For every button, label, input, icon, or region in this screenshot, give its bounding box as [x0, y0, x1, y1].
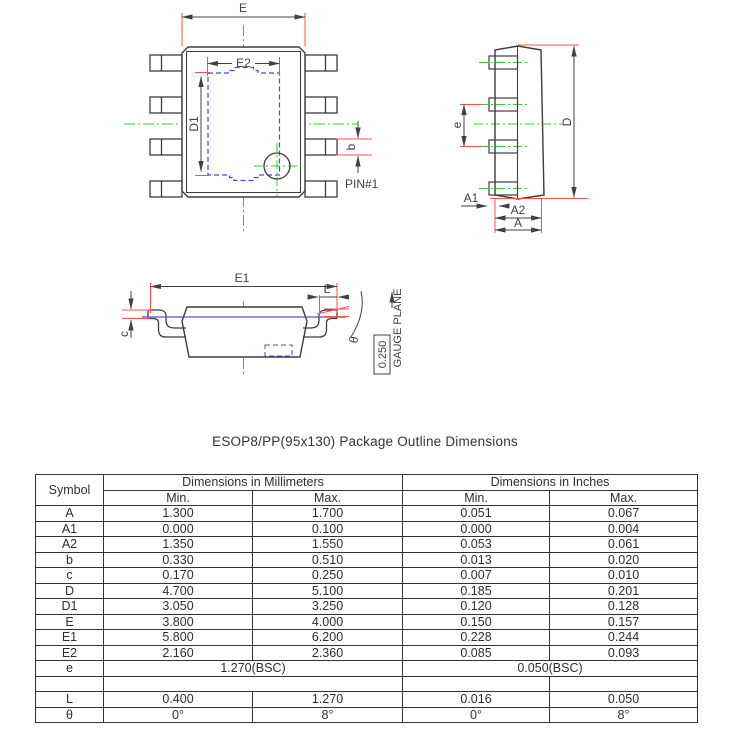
- cell-in-min: 0°: [403, 707, 550, 723]
- top-view: [124, 1, 379, 233]
- dim-label-L: L: [323, 282, 331, 296]
- cell-mm-max: 0.510: [253, 552, 403, 568]
- dim-label-E: E: [238, 1, 248, 15]
- cell-symbol: D1: [36, 599, 104, 615]
- cell-in-max: 0.093: [550, 645, 698, 661]
- cell-mm-min: 0.400: [104, 692, 253, 708]
- cell-symbol: c: [36, 568, 104, 584]
- cell-mm-max: 0.100: [253, 521, 403, 537]
- cell-mm-max: 6.200: [253, 630, 403, 646]
- dim-label-D: D: [560, 117, 574, 127]
- cell-mm-bsc: 1.270(BSC): [104, 661, 403, 677]
- cell-symbol: e: [36, 661, 104, 677]
- cell-mm-max: 0.250: [253, 568, 403, 584]
- cell-symbol: b: [36, 552, 104, 568]
- dim-label-e: e: [450, 121, 464, 129]
- cell-in-min: 0.185: [403, 583, 550, 599]
- dim-label-D1: D1: [187, 116, 201, 132]
- side-pins: [489, 56, 518, 195]
- dim-e: [450, 105, 482, 147]
- cell-mm-blank: [104, 676, 403, 692]
- cell-mm-max: 8°: [253, 707, 403, 723]
- column-header-min: Min.: [403, 490, 550, 506]
- cell-mm-min: 1.300: [104, 506, 253, 522]
- cell-in-min: 0.051: [403, 506, 550, 522]
- cell-in-max: 0.020: [550, 552, 698, 568]
- cell-mm-max: 1.700: [253, 506, 403, 522]
- cell-in-max: 0.201: [550, 583, 698, 599]
- cell-mm-max: 3.250: [253, 599, 403, 615]
- gauge-plane-label: GAUGE PLANE: [392, 288, 404, 368]
- column-header-symbol: Symbol: [36, 475, 104, 506]
- front-view: [117, 271, 404, 374]
- pin1-label: PIN#1: [345, 177, 379, 191]
- table-row: [36, 630, 698, 646]
- dim-label-E2: E2: [236, 56, 251, 70]
- cell-mm-max: 1.550: [253, 537, 403, 553]
- cell-in-min: 0.016: [403, 692, 550, 708]
- dim-label-A1: A1: [463, 191, 479, 205]
- column-header-mm: Dimensions in Millimeters: [104, 475, 403, 491]
- cell-in-max: 0.050: [550, 692, 698, 708]
- cell-in-min: 0.228: [403, 630, 550, 646]
- table-row: [36, 707, 698, 723]
- cell-in-min: 0.120: [403, 599, 550, 615]
- front-body: [182, 307, 307, 357]
- cell-symbol: E2: [36, 645, 104, 661]
- cell-in-min: 0.007: [403, 568, 550, 584]
- cell-symbol: L: [36, 692, 104, 708]
- dim-D: [490, 45, 588, 199]
- dim-label-theta: θ: [347, 336, 361, 344]
- page-title: ESOP8/PP(95x130) Package Outline Dimensions: [212, 434, 518, 449]
- dim-label-A: A: [513, 216, 523, 230]
- table-row: [36, 537, 698, 553]
- cell-mm-min: 5.800: [104, 630, 253, 646]
- cell-in-max: [550, 676, 698, 692]
- cell-symbol: D: [36, 583, 104, 599]
- cell-in-max: 8°: [550, 707, 698, 723]
- cell-mm-max: 4.000: [253, 614, 403, 630]
- cell-mm-max: 5.100: [253, 583, 403, 599]
- cell-mm-min: 4.700: [104, 583, 253, 599]
- table-row: [36, 599, 698, 615]
- cell-mm-min: 0.000: [104, 521, 253, 537]
- dim-c: [117, 291, 150, 338]
- cell-in-max: 0.128: [550, 599, 698, 615]
- column-header-min: Min.: [104, 490, 253, 506]
- cell-in-min: 0.000: [403, 521, 550, 537]
- side-view: [450, 45, 588, 233]
- cell-in-min: [403, 676, 550, 692]
- cell-mm-min: 0.330: [104, 552, 253, 568]
- cell-in-max: 0.010: [550, 568, 698, 584]
- cell-mm-min: 0.170: [104, 568, 253, 584]
- cell-in-min: 0.150: [403, 614, 550, 630]
- table-row: [36, 521, 698, 537]
- cell-in-min: 0.053: [403, 537, 550, 553]
- table-row-blank: [36, 676, 698, 692]
- cell-mm-max: 1.270: [253, 692, 403, 708]
- column-header-max: Max.: [253, 490, 403, 506]
- cell-in-max: 0.061: [550, 537, 698, 553]
- table-row-e: [36, 661, 698, 677]
- cell-in-min: 0.085: [403, 645, 550, 661]
- cell-mm-max: 2.360: [253, 645, 403, 661]
- table-row: [36, 568, 698, 584]
- cell-mm-min: 0°: [104, 707, 253, 723]
- column-header-inches: Dimensions in Inches: [403, 475, 698, 491]
- cell-symbol: A2: [36, 537, 104, 553]
- cell-mm-min: 1.350: [104, 537, 253, 553]
- cell-in-max: 0.244: [550, 630, 698, 646]
- cell-symbol: A1: [36, 521, 104, 537]
- table-header-row-1: [36, 475, 698, 491]
- table-row: [36, 614, 698, 630]
- cell-mm-min: 3.050: [104, 599, 253, 615]
- cell-in-max: 0.067: [550, 506, 698, 522]
- dim-b: [336, 121, 372, 173]
- table-row: [36, 552, 698, 568]
- dimensions-table: [35, 474, 698, 723]
- table-row: [36, 583, 698, 599]
- cell-mm-min: 2.160: [104, 645, 253, 661]
- table-row: [36, 692, 698, 708]
- table-header-row-2: [36, 490, 698, 506]
- cell-in-min: 0.013: [403, 552, 550, 568]
- dim-label-E1: E1: [234, 271, 250, 285]
- cell-in-max: 0.157: [550, 614, 698, 630]
- cell-mm-min: 3.800: [104, 614, 253, 630]
- gauge-offset-label: 0.250: [377, 340, 389, 369]
- cell-symbol: E1: [36, 630, 104, 646]
- cell-symbol: [36, 676, 104, 692]
- cell-symbol: θ: [36, 707, 104, 723]
- table-row: [36, 506, 698, 522]
- cell-symbol: A: [36, 506, 104, 522]
- column-header-max: Max.: [550, 490, 698, 506]
- dim-label-c: c: [117, 331, 131, 337]
- cell-symbol: E: [36, 614, 104, 630]
- cell-in-bsc: 0.050(BSC): [403, 661, 698, 677]
- table-row: [36, 645, 698, 661]
- cell-in-max: 0.004: [550, 521, 698, 537]
- dim-label-b: b: [344, 143, 358, 151]
- gauge-plane-callout: [374, 289, 404, 374]
- dim-label-A2: A2: [510, 203, 526, 217]
